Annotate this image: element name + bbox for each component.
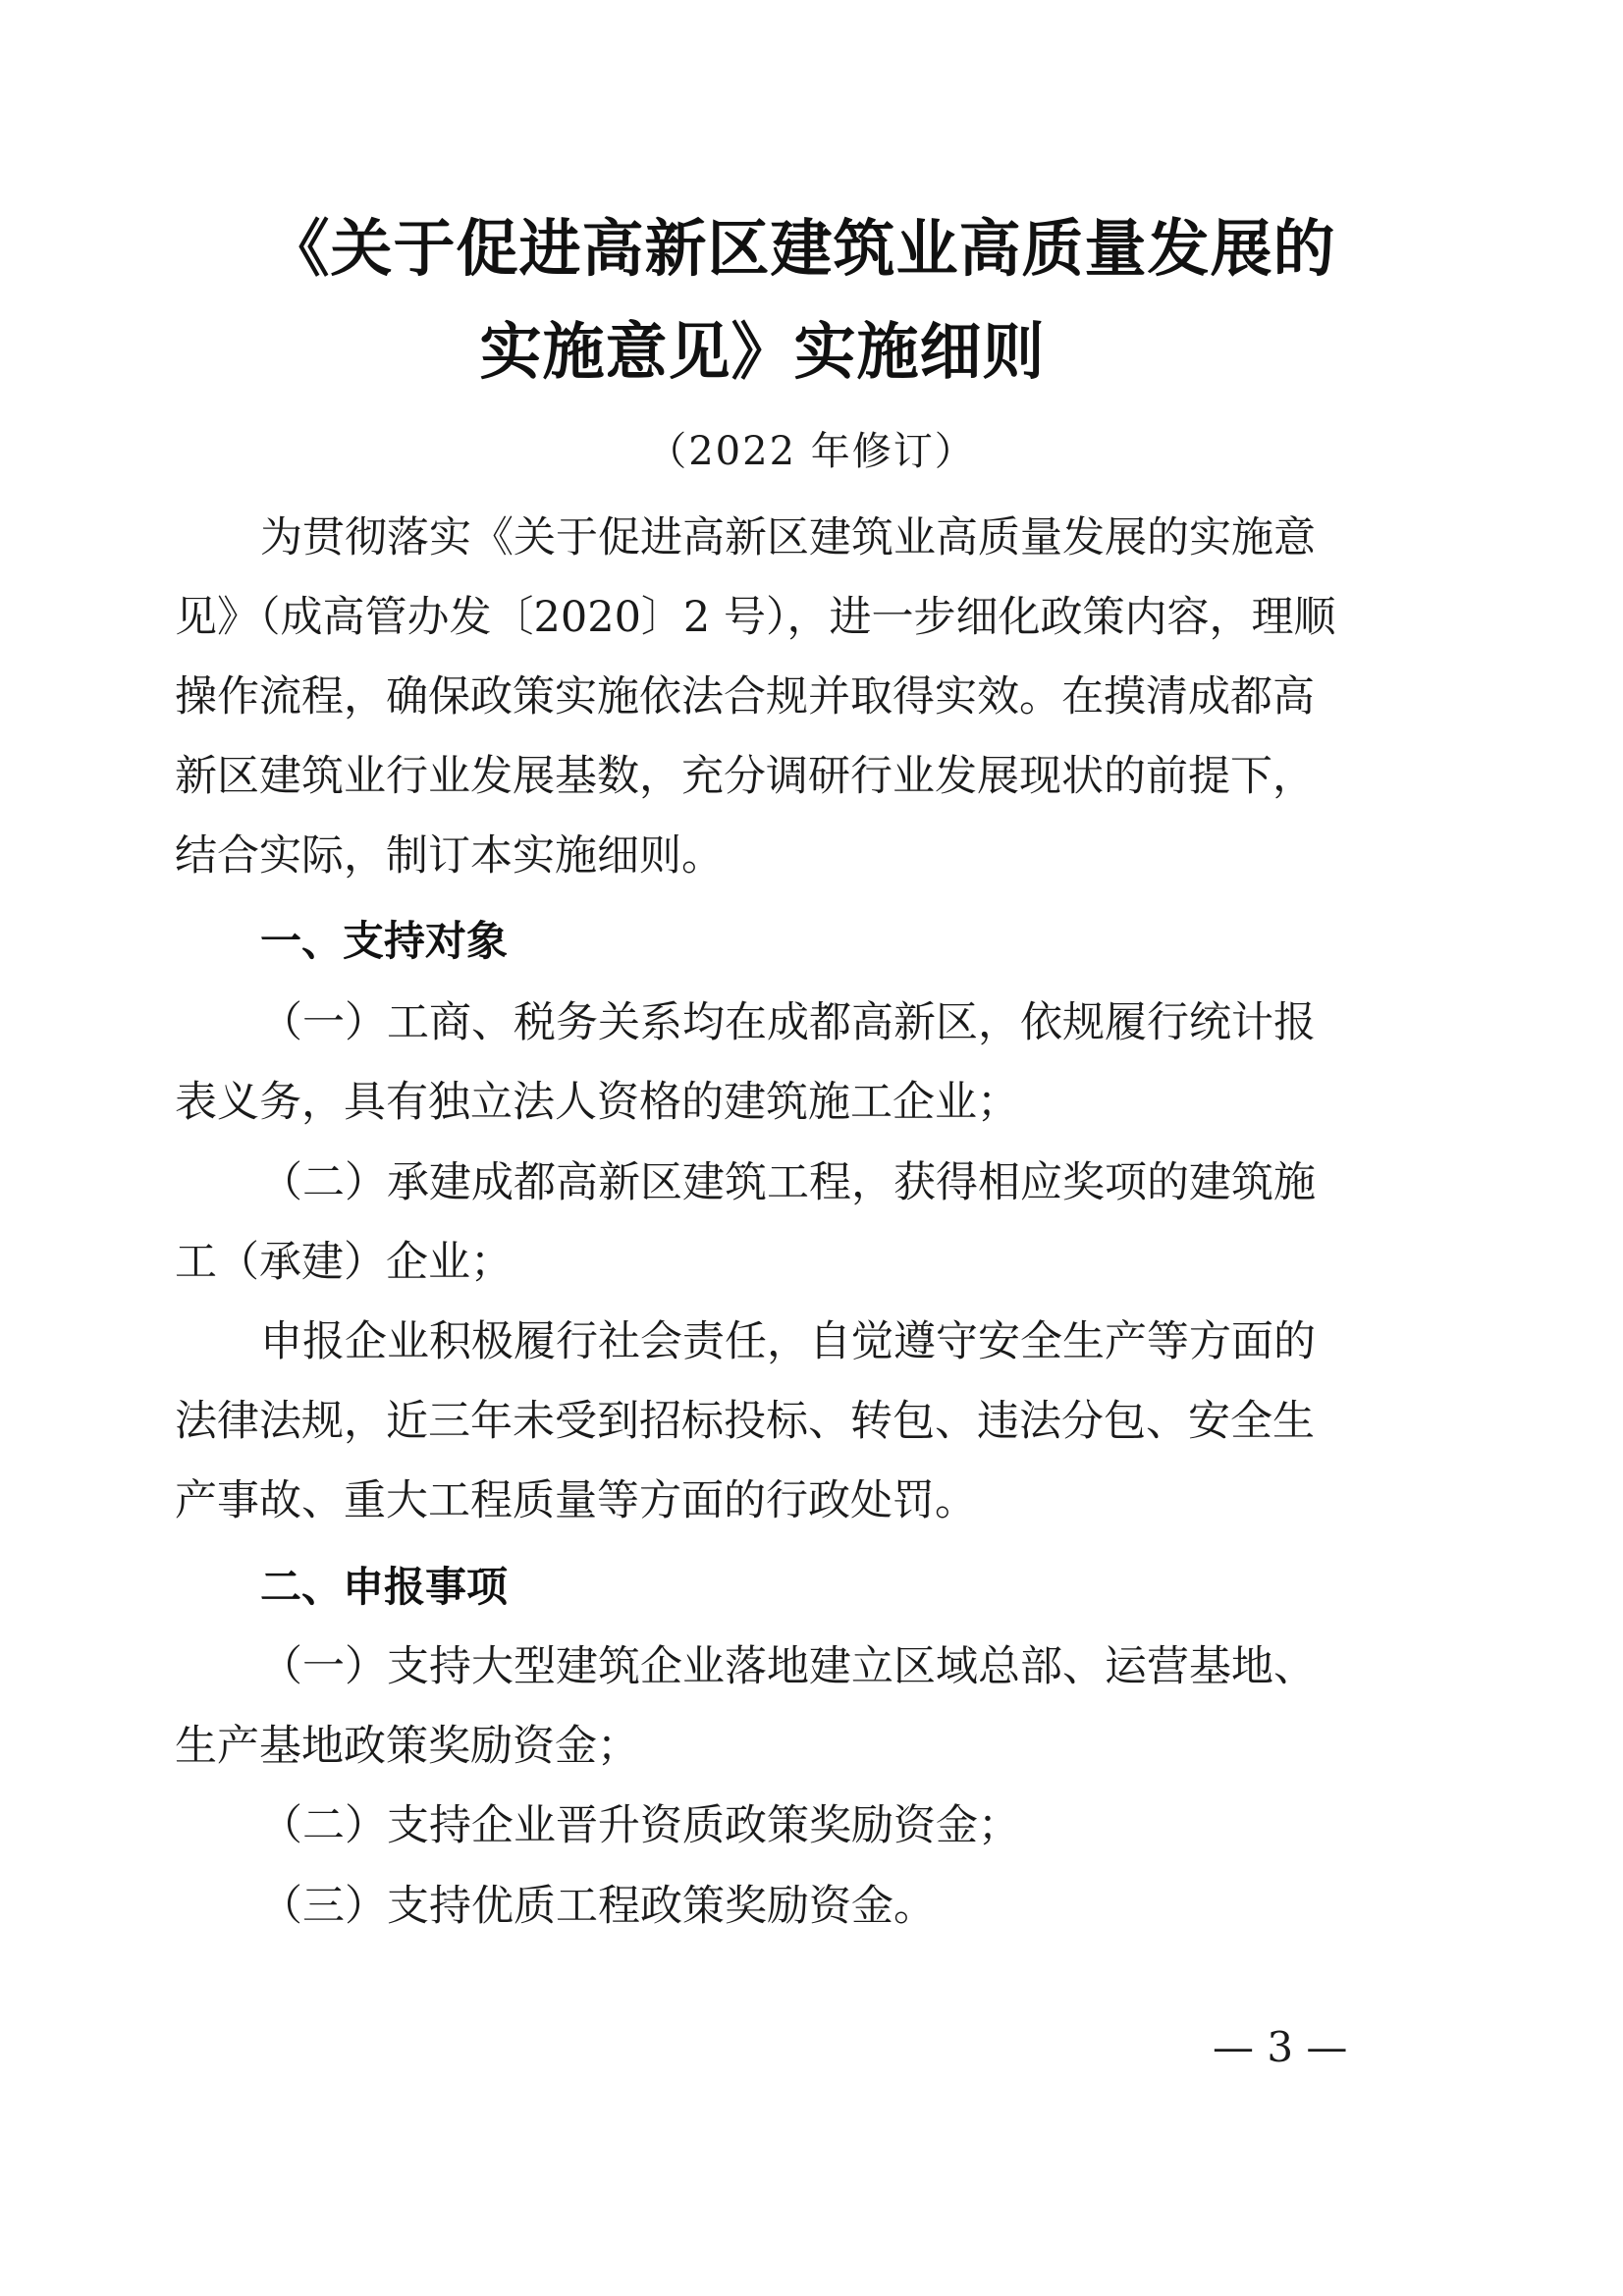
intro-line: 新区建筑业行业发展基数，充分调研行业发展现状的前提下， xyxy=(175,752,1315,801)
section1-item1-line: （一）工商、税务关系均在成都高新区，依规履行统计报 xyxy=(260,998,1316,1047)
section1-note-line: 产事故、重大工程质量等方面的行政处罚。 xyxy=(175,1476,977,1525)
section-heading-application-items: 二、申报事项 xyxy=(260,1563,509,1611)
section-heading-support-targets: 一、支持对象 xyxy=(260,917,509,965)
section2-item1-line: （一）支持大型建筑企业落地建立区域总部、运营基地、 xyxy=(260,1642,1316,1691)
intro-line: 操作流程，确保政策实施依法合规并取得实效。在摸清成都高 xyxy=(175,672,1315,721)
document-title-line-1: 《关于促进高新区建筑业高质量发展的 xyxy=(267,213,1336,285)
section2-item2-line: （二）支持企业晋升资质政策奖励资金； xyxy=(260,1801,1020,1850)
section1-note-line: 法律法规，近三年未受到招标投标、转包、违法分包、安全生 xyxy=(175,1397,1315,1446)
page-number: — 3 — xyxy=(1213,2023,1348,2071)
document-title-line-2: 实施意见》实施细则 xyxy=(479,316,1046,388)
intro-line: 见》（成高管办发〔2020〕2 号），进一步细化政策内容，理顺 xyxy=(175,593,1336,642)
intro-line: 为贯彻落实《关于促进高新区建筑业高质量发展的实施意 xyxy=(260,513,1316,562)
section1-item1-line: 表义务，具有独立法人资格的建筑施工企业； xyxy=(175,1078,1019,1127)
section1-note-line: 申报企业积极履行社会责任，自觉遵守安全生产等方面的 xyxy=(260,1317,1316,1366)
section2-item3-line: （三）支持优质工程政策奖励资金。 xyxy=(260,1882,936,1931)
intro-line: 结合实际，制订本实施细则。 xyxy=(175,831,724,881)
section2-item1-line: 生产基地政策奖励资金； xyxy=(175,1722,639,1771)
document-subtitle: （2022 年修订） xyxy=(647,429,976,474)
section1-item2-line: 工（承建）企业； xyxy=(175,1238,513,1287)
section1-item2-line: （二）承建成都高新区建筑工程，获得相应奖项的建筑施 xyxy=(260,1158,1316,1207)
